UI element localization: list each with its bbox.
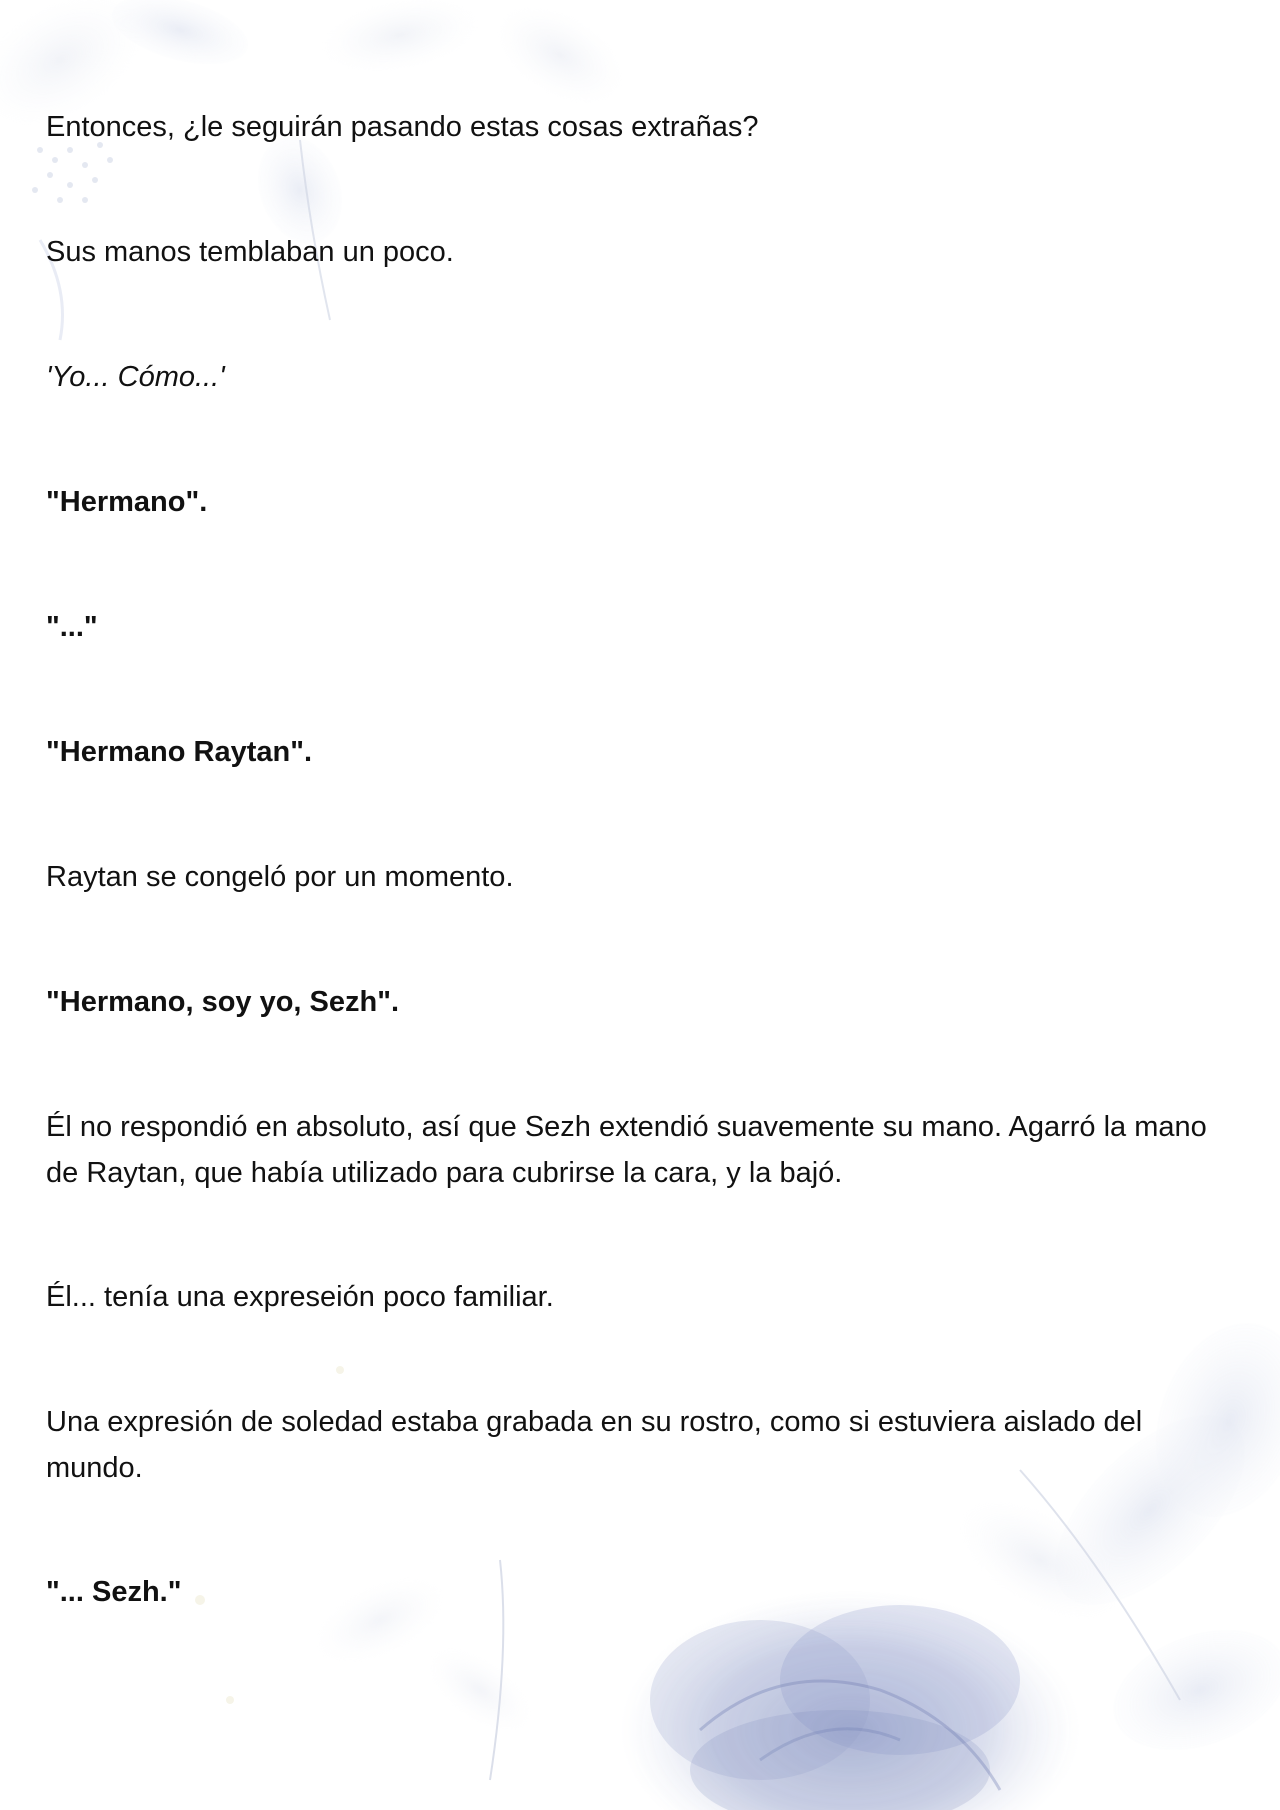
paragraph-11: Una expresión de soledad estaba grabada en su rostro, como si estuviera aislado del mundo. xyxy=(46,1406,1143,1484)
paragraph-1: Entonces, ¿le seguirán pasando estas cosas extrañas? xyxy=(46,111,759,143)
paragraph-7: Raytan se congeló por un momento. xyxy=(46,861,514,893)
paragraph-6: "Hermano Raytan". xyxy=(46,736,313,768)
paragraph-5: "..." xyxy=(46,611,98,643)
paragraph-10: Él... tenía una expreseión poco familiar. xyxy=(46,1281,554,1313)
paragraph-12: "... Sezh." xyxy=(46,1576,182,1608)
paragraph-4: "Hermano". xyxy=(46,486,208,518)
paragraph-8: "Hermano, soy yo, Sezh". xyxy=(46,986,400,1018)
paragraph-9: Él no respondió en absoluto, así que Sezh extendió suavemente su mano. Agarró la mano de Raytan, que había utilizado para cubrirse la cara, y la bajó. xyxy=(46,1111,1207,1189)
paragraph-3: 'Yo... Cómo...' xyxy=(46,361,225,393)
paragraph-2: Sus manos temblaban un poco. xyxy=(46,236,454,268)
